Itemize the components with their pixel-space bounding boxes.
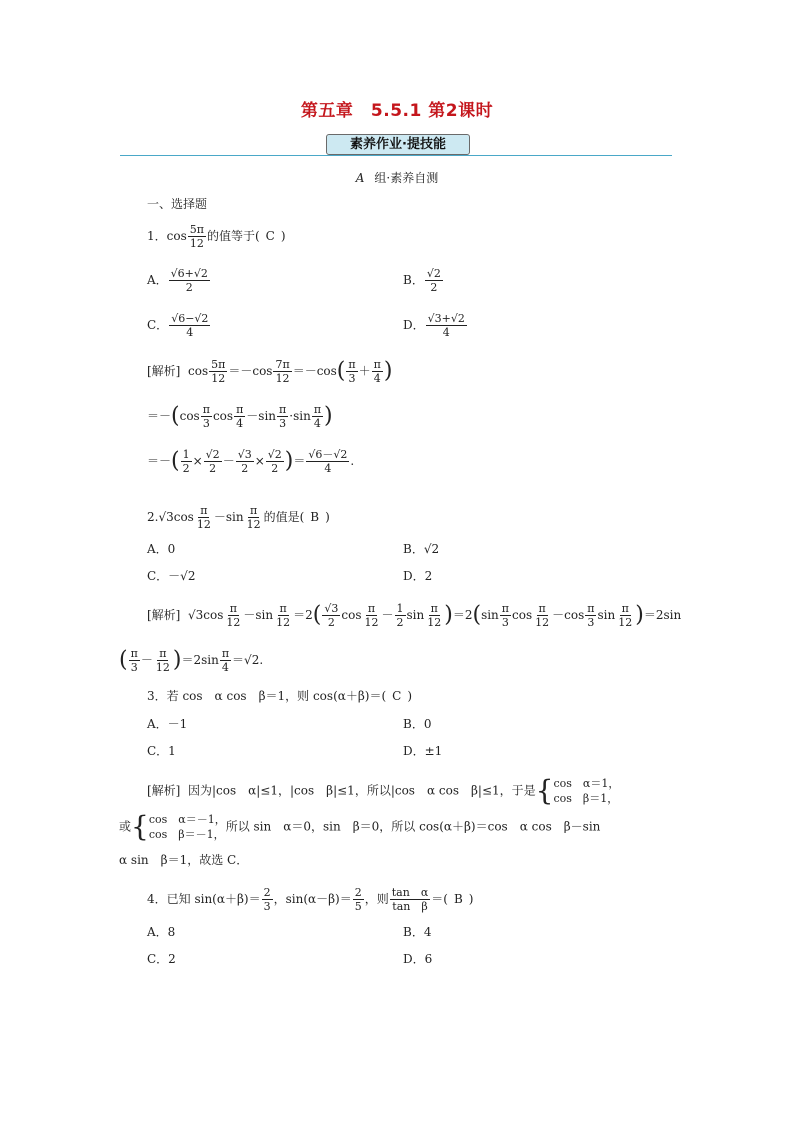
q3-answer: C: [392, 689, 402, 703]
q4-option-a: A．8: [147, 925, 176, 939]
q1-answer: C: [265, 229, 275, 243]
q1-option-d: D． $\frac{√3+√2}{4}$: [403, 312, 465, 339]
q1-solution-line2: ＝－(cos $\frac{\pi}{3}$ cos $\frac{\pi}{4}$ －sin $\frac{\pi}{3}$ ·sin $\frac{\pi}{4}$ ): [147, 403, 333, 430]
solution-tag: [解析]: [147, 364, 181, 378]
q1-option-a: A． $\frac{√6+√2}{2}$: [147, 267, 208, 294]
q1-option-b: B． $\frac{√2}{2}$: [403, 267, 441, 294]
q2-solution-line1: [解析] √3cos $\frac{\pi}{12}$ －sin $\frac{\pi}{12}$ ＝2( $\frac{√3}{2}$ cos $\frac{\pi}{12}$ － $\frac{1}{2}$ sin $\frac{\pi}{12}$ )＝2(sin $\frac{\pi}{3}$ cos $\frac{\pi}{12}$ －cos $\frac{\pi}{3}$ sin $\frac{\pi}{12}$ )＝2sin: [147, 602, 682, 629]
q4-option-c: C．2: [147, 952, 176, 966]
q1-solution-line1: [解析] cos $\frac{5\pi}{12}$ ＝－cos $\frac{7\pi}{12}$ ＝－cos( $\frac{\pi}{3}$ ＋ $\frac{\pi}{4}$ ): [147, 358, 393, 385]
section-heading: 一、选择题: [147, 197, 208, 211]
group-letter: A: [355, 171, 365, 185]
q4-answer: B: [453, 892, 463, 906]
q1-option-c: C． $\frac{√6-√2}{4}$: [147, 312, 209, 339]
q3-system-2: cos α＝－1， cos β＝－1，: [148, 813, 226, 841]
q2-option-c: C．－√2: [147, 569, 196, 583]
solution-tag: [解析]: [147, 783, 181, 798]
question-2: 2.√3cos $\frac{\pi}{12}$ －sin $\frac{\pi}{12}$ 的值是( B ): [147, 504, 330, 531]
q1-prefix: 1．cos: [147, 229, 187, 243]
q1-solution-line3: ＝－( $\frac{1}{2}$ × $\frac{√2}{2}$ － $\frac{√3}{2}$ × $\frac{√2}{2}$ )＝ $\frac{√6-√2}{4}$ .: [147, 448, 355, 475]
q3-option-c: C．1: [147, 744, 176, 758]
q2-option-d: D．2: [403, 569, 433, 583]
q2-answer: B: [310, 510, 320, 524]
q3-option-a: A．－1: [147, 717, 188, 731]
banner-label: 素养作业·提技能: [326, 134, 470, 155]
q3-solution-line2: 或{ cos α＝－1， cos β＝－1， 所以 sin α＝0，sin β＝0，所以 cos(α＋β)＝cos α cos β－sin: [119, 810, 601, 843]
q4-option-b: B．4: [403, 925, 432, 939]
group-heading: [0, 169, 794, 186]
q2-solution-line2: ( $\frac{\pi}{3}$ － $\frac{\pi}{12}$ )＝2sin $\frac{\pi}{4}$ ＝√2.: [119, 647, 264, 674]
q3-solution-line1: [解析] 因为|cos α|≤1，|cos β|≤1，所以|cos α cos β|≤1，于是{ cos α＝1， cos β＝1，: [147, 774, 620, 807]
q3-option-b: B．0: [403, 717, 432, 731]
q3-option-d: D．±1: [403, 744, 443, 758]
question-1: 1．cos $\frac{5\pi}{12}$ 的值等于( C ): [147, 223, 286, 250]
header-rule: [120, 155, 672, 156]
q3-solution-line3: α sin β＝1，故选 C．: [119, 853, 249, 867]
q4-option-d: D．6: [403, 952, 433, 966]
q2-option-b: B．√2: [403, 542, 440, 556]
q1-arg-fraction: $\frac{5\pi}{12}$: [189, 223, 204, 250]
solution-tag: [解析]: [147, 608, 181, 622]
group-label: 组·素养自测: [374, 171, 439, 185]
q3-system-1: cos α＝1， cos β＝1，: [553, 777, 620, 805]
page-title: 第五章 5.5.1 第2课时: [300, 101, 494, 121]
question-4: 4．已知 sin(α＋β)＝ $\frac{2}{3}$ ，sin(α－β)＝ $\frac{2}{5}$ ，则 $\frac{\text{tan α}}{\text{tan β}}$ ＝( B ): [147, 886, 474, 913]
q2-option-a: A．0: [147, 542, 176, 556]
question-3: 3．若 cos α cos β＝1，则 cos(α＋β)＝( C ): [147, 689, 413, 703]
